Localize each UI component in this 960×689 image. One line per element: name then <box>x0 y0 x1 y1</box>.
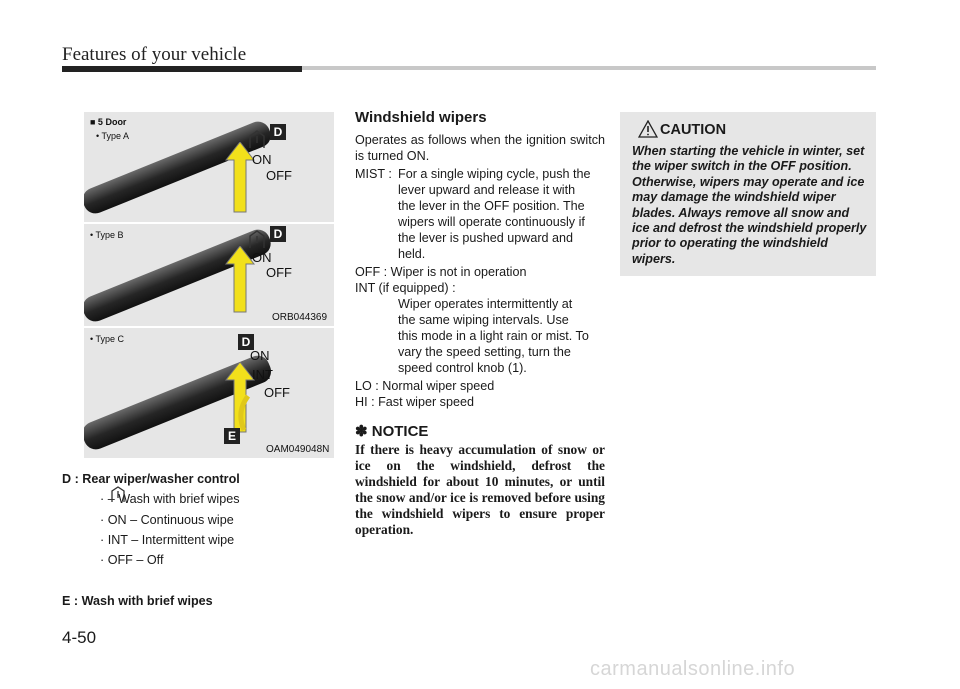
switch-label-on: ON <box>252 152 272 167</box>
badge-d: D <box>270 226 286 242</box>
page-number: 4-50 <box>62 628 97 647</box>
mist-line: the lever in the OFF position. The <box>398 199 585 213</box>
warning-triangle-icon <box>638 120 658 138</box>
section-heading: Windshield wipers <box>355 109 487 126</box>
switch-label-int: INT <box>252 367 273 382</box>
figure-panel-type-a <box>84 112 334 222</box>
int-desc <box>398 296 605 376</box>
list-item: · OFF – Off <box>100 553 164 567</box>
int-desc-line: vary the speed setting, turn the <box>398 345 571 359</box>
figure-type-c-label: • Type C <box>90 334 125 344</box>
notice-title: ✽ NOTICE <box>355 423 429 440</box>
figure-panel-type-c <box>84 328 334 458</box>
notice-body: If there is heavy accumulation of snow or ice on the windshield, defrost the windshield for about 10 minutes, or until the snow and/or ice is removed before using the windshield wipers to ensure proper operation. <box>355 442 605 537</box>
figure-door-label: ■ 5 Door <box>90 117 127 127</box>
mist-row <box>355 166 605 262</box>
figure-type-b-label: • Type B <box>90 230 124 240</box>
figure-code: OAM049048N <box>266 444 330 455</box>
list-item: · INT – Intermittent wipe <box>100 533 235 547</box>
list-item: · ON – Continuous wipe <box>100 513 234 527</box>
figure-panel-type-b <box>84 224 334 326</box>
rear-wiper-control-title: D : Rear wiper/washer control <box>62 472 240 486</box>
badge-d: D <box>238 334 254 350</box>
page-header-title: Features of your vehicle <box>62 44 247 65</box>
off-line: OFF : Wiper is not in operation <box>355 265 527 279</box>
wash-wipe-icon <box>110 486 126 504</box>
mist-desc <box>398 166 605 262</box>
switch-label-off: OFF <box>266 265 292 280</box>
lo-line: LO : Normal wiper speed <box>355 379 495 393</box>
mist-line: lever upward and release it with <box>398 183 576 197</box>
caution-body: When starting the vehicle in winter, set the wiper switch in the OFF position. Otherwise, wipers may operate and ice may damage the windshield wiper blades. Always remove all snow and ice and defrost the windshield properly prior to operating the windshield wipers. <box>632 144 867 266</box>
caution-title: CAUTION <box>660 122 727 138</box>
mist-key: MIST : <box>355 167 392 181</box>
int-desc-line: Wiper operates intermittently at <box>398 297 573 311</box>
windshield-wipers-section <box>355 110 605 538</box>
int-desc-line: this mode in a light rain or mist. To <box>398 329 589 343</box>
mist-line: wipers will operate continuously if <box>398 215 585 229</box>
int-line: INT (if equipped) : <box>355 281 456 295</box>
switch-label-off: OFF <box>264 385 290 400</box>
figure-code: ORB044369 <box>272 312 328 323</box>
wash-wipe-icon <box>248 230 266 250</box>
list-item: · – Wash with brief wipes <box>100 492 240 506</box>
mist-line: For a single wiping cycle, push the <box>398 167 591 181</box>
watermark: carmanualsonline.info <box>590 658 796 680</box>
switch-label-on: ON <box>250 348 270 363</box>
switch-label-on: ON <box>252 250 272 265</box>
badge-d: D <box>270 124 286 140</box>
int-desc-line: speed control knob (1). <box>398 361 527 375</box>
switch-label-off: OFF <box>266 168 292 183</box>
badge-e: E <box>224 428 240 444</box>
caution-box <box>620 112 876 276</box>
mist-line: held. <box>398 247 426 261</box>
header-rule-accent <box>62 66 302 72</box>
wash-brief-wipes-title: E : Wash with brief wipes <box>62 594 213 608</box>
wash-wipe-icon <box>248 130 266 150</box>
int-desc-line: the same wiping intervals. Use <box>398 313 569 327</box>
mist-line: the lever is pushed upward and <box>398 231 574 245</box>
section-intro: Operates as follows when the ignition switch is turned ON. <box>355 133 605 163</box>
figure-type-a-label: • Type A <box>96 131 130 141</box>
hi-line: HI : Fast wiper speed <box>355 395 474 409</box>
